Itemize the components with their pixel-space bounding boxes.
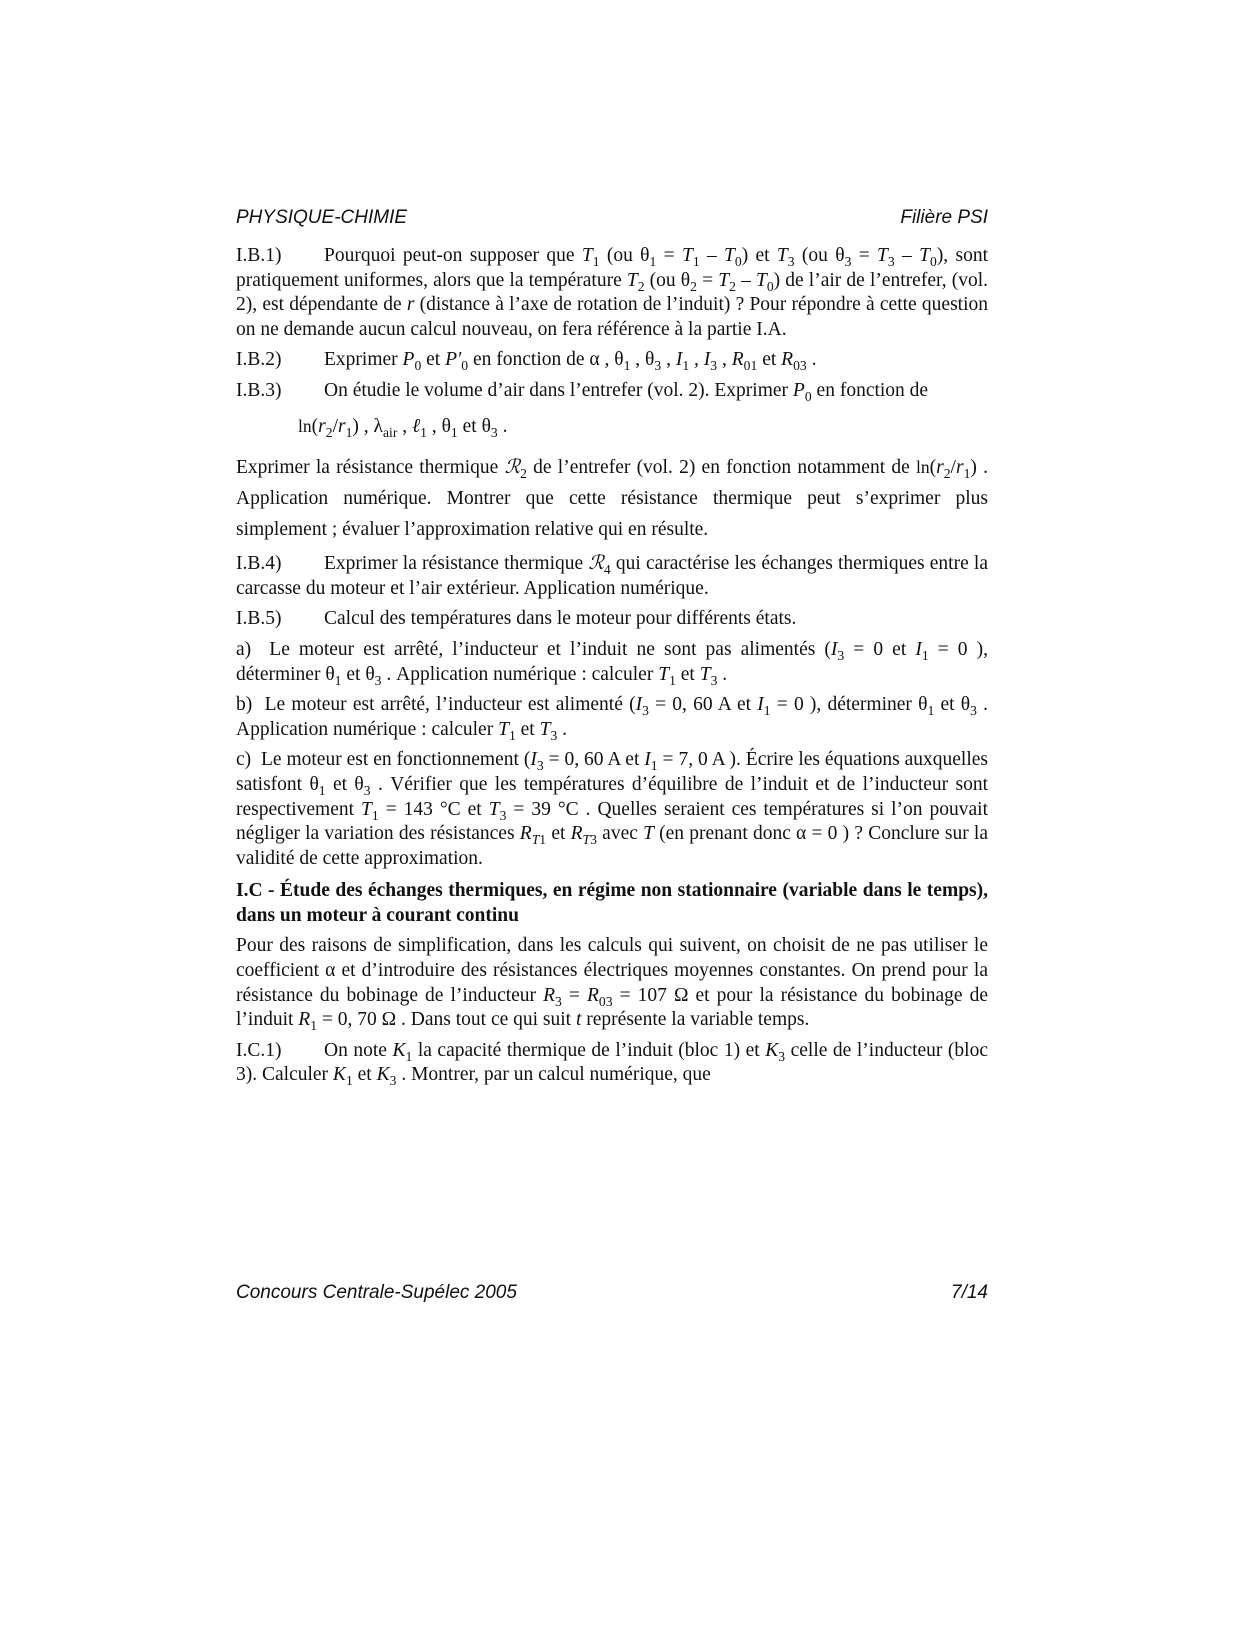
question-number: I.B.3) — [236, 379, 282, 401]
question-ic1: I.C.1) On note $K_1$ la capacité thermique de l’induit (bloc 1) et $K_3$ celle de l’inducteur (bloc 3). Calculer $K_1$ et $K_3$ . Montrer, par un calcul numérique, que — [236, 1039, 989, 1089]
question-number: I.B.5) — [236, 608, 282, 630]
question-ib2: I.B.2) Exprimer $P_0$ et $P'_0$ en fonction de α , $\theta_1$ , $\theta_3$ , $I_1$ , $I_3$ , $R_{01}$ et $R_{03}$ . — [236, 349, 817, 374]
formula-ib3: $\ln(r_2/r_1)$ , $\lambda_{air}$ , ℓ$_1$ , $\theta_1$ et $\theta_3$ . — [298, 413, 508, 440]
question-ib3: I.B.3) On étudie le volume d’air dans l’entrefer (vol. 2). Exprimer $P_0$ en fonction de — [236, 379, 929, 404]
item-c: c) Le moteur est en fonctionnement ($I_3 = 0$, 60 A et $I_1 = 7$, 0 A ). Écrire les équations auxquelles satisfont $\theta_1$ et $\theta_3$ . Vérifier que les températures d’équilibre de l’induit et de l’inducteur sont respectivement $T_1 = 143$ °C et $T_3 = 39$ °C . Quelles seraient ces températures si l’on pouvait négliger la variation des résistances $R_{T1}$ et $R_{T3}$ avec T (en prenant donc α = 0 ) ? Conclure sur la validité de cette approximation. — [236, 749, 989, 869]
header-subject: PHYSIQUE-CHIMIE — [236, 207, 408, 228]
question-number: I.B.1) — [236, 245, 282, 266]
paragraph-r2: Exprimer la résistance thermique ℛ$_2$ de l’entrefer (vol. 2) en fonction notamment de $\ln(r_2/r_1)$ . Application numérique. Montrer que cette résistance thermique peut s’exprimer plus simplement ; évaluer l’approximation relative qui en résulte. — [236, 455, 988, 541]
question-number: I.B.2) — [236, 349, 282, 371]
question-ib4: I.B.4) Exprimer la résistance thermique ℛ$_4$ qui caractérise les échanges thermiques entre la carcasse du moteur et l’air extérieur. Application numérique. — [236, 551, 988, 599]
item-b: b) Le moteur est arrêté, l’inducteur est alimenté ($I_3 = 0$, 60 A et $I_1 = 0$ ), déterminer $\theta_1$ et $\theta_3$ . Application numérique : calculer $T_1$ et $T_3$ . — [236, 694, 988, 743]
page-body — [236, 244, 988, 1094]
question-number: I.B.4) — [236, 553, 282, 575]
footer-page-number: 7/14 — [951, 1282, 988, 1303]
header-track: Filière PSI — [900, 207, 988, 228]
question-ib5: I.B.5) Calcul des températures dans le moteur pour différents états. — [236, 607, 988, 632]
paragraph-ic-intro: Pour des raisons de simplification, dans les calculs qui suivent, on choisit de ne pas utiliser le coefficient α et d’introduire des résistances électriques moyennes constantes. On prend pour la résistance du bobinage de l’inducteur $R_3 = R_{03} = 107$ Ω et pour la résistance du bobinage de l’induit $R_1 = 0$, 70 Ω . Dans tout ce qui suit t représente la variable temps. — [236, 935, 989, 1034]
item-a: a) Le moteur est arrêté, l’inducteur et l’induit ne sont pas alimentés ($I_3 = 0$ et $I_1 = 0$ ), déterminer $\theta_1$ et $\theta_3$ . Application numérique : calculer $T_1$ et $T_3$ . — [236, 638, 988, 688]
footer-contest: Concours Centrale-Supélec 2005 — [236, 1282, 517, 1303]
question-ib1: I.B.1) Pourquoi peut-on supposer que $T_1$ (ou $\theta_1 = T_1 - T_0$) et $T_3$ (ou $\theta_3 = T_3 - T_0$), sont pratiquement uniformes, alors que la température $T_2$ (ou $\theta_2 = T_2 - T_0$) de l’air de l’entrefer, (vol. 2), est dépendante de r (distance à l’axe de rotation de l’induit) ? Pour répondre à cette question on ne demande aucun calcul nouveau, on fera référence à la partie I.A. — [236, 245, 989, 340]
question-number: I.C.1) — [236, 1039, 282, 1061]
section-heading: I.C - Étude des échanges thermiques, en régime non stationnaire (variable dans le temps), dans un moteur à courant continu — [236, 880, 988, 926]
